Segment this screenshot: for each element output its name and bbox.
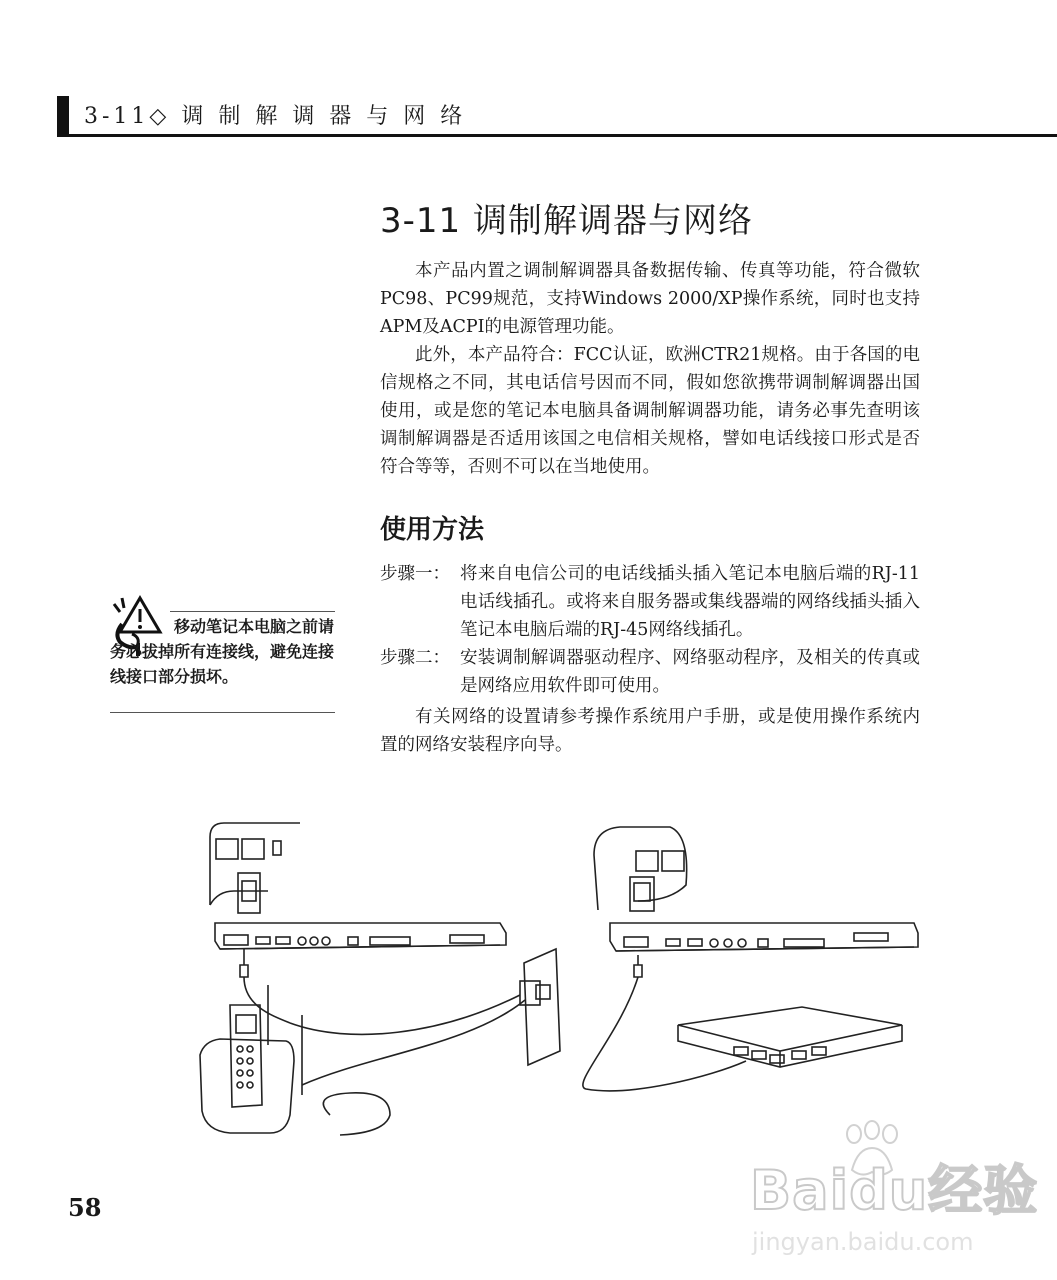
step-2 — [380, 644, 920, 704]
wall-jack — [520, 949, 560, 1065]
note-divider-bottom — [110, 712, 335, 713]
header-bar — [57, 96, 69, 136]
note-divider-top — [170, 611, 335, 612]
watermark-url: jingyan.baidu.com — [752, 1228, 974, 1256]
watermark-brand: Baidu经验 — [750, 1159, 1039, 1222]
connection-illustration — [190, 815, 930, 1145]
page-number: 58 — [68, 1193, 102, 1222]
right-laptop — [610, 923, 918, 951]
right-port-zoom — [594, 827, 687, 911]
step-1-label: 步骤一： — [380, 564, 450, 584]
usage-title: 使用方法 — [380, 515, 485, 545]
closing-paragraph: 有关网络的设置请参考操作系统用户手册，或是使用操作系统内置的网络安装程序向导。 — [380, 707, 920, 755]
telephone — [200, 985, 302, 1133]
baidu-watermark — [740, 1120, 1040, 1280]
step-2-text: 安装调制解调器驱动程序、网络驱动程序，及相关的传真或是网络应用软件即可使用。 — [460, 648, 920, 696]
step-1-text: 将来自电信公司的电话线插头插入笔记本电脑后端的RJ-11电话线插孔。或将来自服务器或集线器端的网络线插头插入笔记本电脑后端的RJ-45网络线插孔。 — [460, 564, 920, 640]
header-rule — [57, 134, 1057, 137]
left-port-zoom — [210, 823, 300, 913]
network-hub — [678, 1007, 902, 1067]
left-laptop — [215, 923, 506, 949]
compliance-paragraph: 此外，本产品符合：FCC认证，欧洲CTR21规格。由于各国的电信规格之不同，其电话信号因而不同，假如您欲携带调制解调器出国使用，或是您的笔记本电脑具备调制解调器功能，请务必事先查明该调制解调器是否适用该国之电信相关规格，譬如电话线接口形式是否符合等等，否则不可以在当地使用。 — [380, 345, 920, 477]
step-1 — [380, 560, 920, 650]
side-note-text: 移动笔记本电脑之前请务必拔掉所有连接线，避免连接线接口部分损坏。 — [110, 617, 335, 686]
running-header: 3-11◇ 调 制 解 调 器 与 网 络 — [84, 104, 467, 129]
section-title: 3-11 调制解调器与网络 — [380, 201, 753, 241]
intro-paragraph: 本产品内置之调制解调器具备数据传输、传真等功能，符合微软PC98、PC99规范，支持Windows 2000/XP操作系统，同时也支持APM及ACPI的电源管理功能。 — [380, 261, 920, 337]
step-2-label: 步骤二： — [380, 648, 450, 668]
